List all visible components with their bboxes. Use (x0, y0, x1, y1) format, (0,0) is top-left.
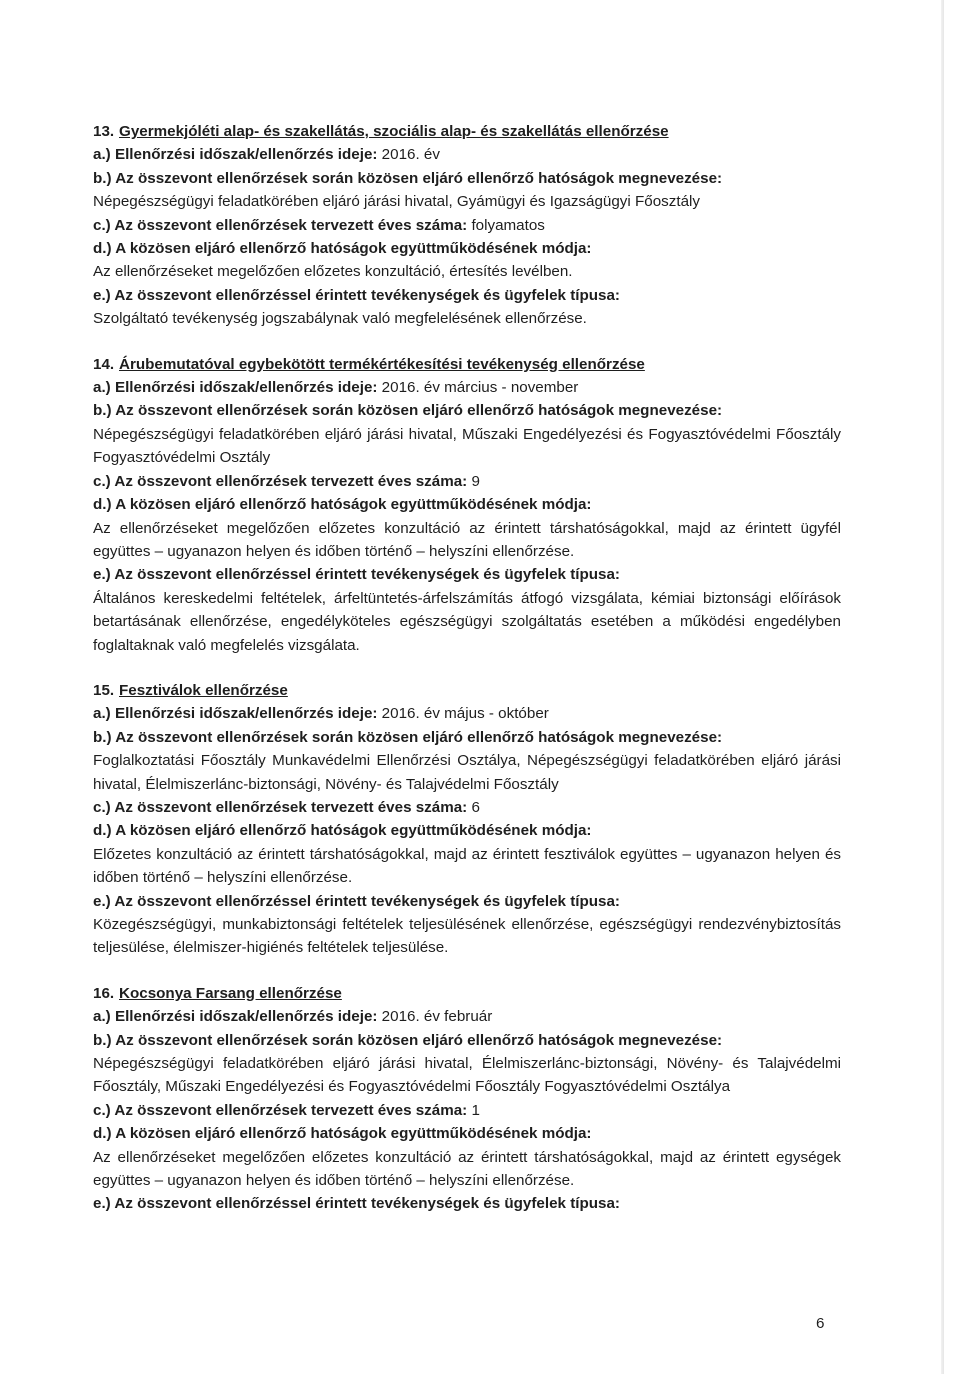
activities-label: e.) Az összevont ellenőrzéssel érintett tevékenységek és ügyfelek típusa: (93, 566, 620, 584)
activities-label: e.) Az összevont ellenőrzéssel érintett tevékenységek és ügyfelek típusa: (93, 892, 620, 910)
field-label: a.) Ellenőrzési időszak/ellenőrzés ideje: (93, 379, 378, 397)
section-title: Fesztiválok ellenőrzése (119, 681, 288, 699)
field-value: 6 (467, 798, 480, 816)
scan-edge (941, 0, 944, 1374)
activities-value: Szolgáltató tevékenység jogszabálynak való megfelelésének ellenőrzése. (93, 310, 587, 328)
field-label: c.) Az összevont ellenőrzések tervezett éves száma: (93, 798, 468, 816)
cooperation-label: d.) A közösen eljáró ellenőrző hatóságok együttműködésének módja: (93, 1125, 592, 1143)
authorities-label: b.) Az összevont ellenőrzések során közösen eljáró ellenőrző hatóságok megnevezése: (93, 169, 723, 187)
cooperation-value: Az ellenőrzéseket megelőzően előzetes konzultáció az érintett társhatóságokkal, majd az érintett egységek együttes – ugyanazon helyen és időben történő – helyszíni ellenőrzése. (93, 1148, 841, 1190)
planned-count (93, 1099, 841, 1122)
section-13 (93, 120, 841, 331)
authorities-value: Népegészségügyi feladatkörében eljáró járási hivatal, Gyámügyi és Igazságügyi Főosztály (93, 193, 700, 211)
field-value: 2016. év március - november (377, 379, 579, 397)
section-14 (93, 353, 841, 657)
section-number: 16. (93, 984, 115, 1002)
inspection-period (93, 1005, 841, 1028)
section-heading (93, 982, 841, 1005)
field-label: a.) Ellenőrzési időszak/ellenőrzés ideje: (93, 705, 378, 723)
field-value: 2016. év (377, 146, 440, 164)
cooperation-value: Előzetes konzultáció az érintett társhatóságokkal, majd az érintett fesztiválok együttes – ugyanazon helyen és időben történő – helyszíni ellenőrzése. (93, 845, 841, 887)
field-value: 2016. év február (377, 1008, 493, 1026)
field-label: c.) Az összevont ellenőrzések tervezett éves száma: (93, 216, 468, 234)
field-value: 1 (467, 1101, 480, 1119)
section-number: 13. (93, 123, 115, 140)
cooperation-label: d.) A közösen eljáró ellenőrző hatóságok együttműködésének módja: (93, 496, 592, 514)
section-number: 15. (93, 681, 115, 699)
authorities-value: Népegészségügyi feladatkörében eljáró járási hivatal, Élelmiszerlánc-biztonsági, Növény- és Talajvédelmi Főosztály, Műszaki Engedélyezési és Fogyasztóvédelmi Főosztály Fogyasztóvédelmi Osztálya (93, 1055, 841, 1096)
section-heading (93, 353, 841, 376)
inspection-period (93, 702, 841, 725)
field-value: folyamatos (467, 216, 545, 234)
section-16 (93, 982, 841, 1216)
section-title: Árubemutatóval egybekötött termékértékesítési tevékenység ellenőrzése (119, 355, 645, 373)
authorities-label: b.) Az összevont ellenőrzések során közösen eljáró ellenőrző hatóságok megnevezése: (93, 728, 723, 746)
field-label: c.) Az összevont ellenőrzések tervezett éves száma: (93, 1101, 468, 1119)
cooperation-value: Az ellenőrzéseket megelőzően előzetes konzultáció, értesítés levélben. (93, 263, 573, 281)
activities-label: e.) Az összevont ellenőrzéssel érintett tevékenységek és ügyfelek típusa: (93, 1195, 620, 1213)
planned-count (93, 214, 841, 237)
section-title: Gyermekjóléti alap- és szakellátás, szociális alap- és szakellátás ellenőrzése (119, 123, 669, 140)
cooperation-label: d.) A közösen eljáró ellenőrző hatóságok együttműködésének módja: (93, 822, 592, 840)
authorities-value: Foglalkoztatási Főosztály Munkavédelmi Ellenőrzési Osztálya, Népegészségügyi feladatkörében eljáró járási hivatal, Élelmiszerlánc-biztonsági, Növény- és Talajvédelmi Főosztály (93, 752, 841, 793)
section-15 (93, 679, 841, 960)
inspection-period (93, 143, 841, 166)
field-label: c.) Az összevont ellenőrzések tervezett éves száma: (93, 472, 468, 490)
authorities-label: b.) Az összevont ellenőrzések során közösen eljáró ellenőrző hatóságok megnevezése: (93, 402, 723, 420)
inspection-period (93, 376, 841, 399)
activities-label: e.) Az összevont ellenőrzéssel érintett tevékenységek és ügyfelek típusa: (93, 286, 620, 304)
section-heading (93, 679, 841, 702)
field-label: a.) Ellenőrzési időszak/ellenőrzés ideje: (93, 146, 378, 164)
authorities-value: Népegészségügyi feladatkörében eljáró járási hivatal, Műszaki Engedélyezési és Fogyasztóvédelmi Főosztály Fogyasztóvédelmi Osztály (93, 425, 841, 467)
cooperation-label: d.) A közösen eljáró ellenőrző hatóságok együttműködésének módja: (93, 240, 592, 258)
planned-count (93, 796, 841, 819)
field-value: 9 (467, 472, 480, 490)
document-body (93, 120, 841, 1216)
cooperation-value: Az ellenőrzéseket megelőzően előzetes konzultáció az érintett társhatóságokkal, majd az érintett ügyfél együttes – ugyanazon helyen és időben történő – helyszíni ellenőrzése. (93, 519, 841, 560)
section-heading (93, 120, 841, 143)
activities-value: Általános kereskedelmi feltételek, árfeltüntetés-árfelszámítás átfogó vizsgálata, kémiai biztonsági előírások betartásának ellenőrzése, engedélyköteles egészségügyi szolgáltatás esetében a működési engedélyben foglaltaknak való megfelelés vizsgálata. (93, 589, 841, 654)
page-number: 6 (816, 1315, 825, 1332)
planned-count (93, 470, 841, 493)
authorities-label: b.) Az összevont ellenőrzések során közösen eljáró ellenőrző hatóságok megnevezése: (93, 1031, 723, 1049)
field-value: 2016. év május - október (377, 705, 549, 723)
activities-value: Közegészségügyi, munkabiztonsági feltételek teljesülésének ellenőrzése, egészségügyi rendezvénybiztosítás teljesülése, élelmiszer-higiénés feltételek teljesülése. (93, 916, 841, 957)
field-label: a.) Ellenőrzési időszak/ellenőrzés ideje: (93, 1008, 378, 1026)
section-number: 14. (93, 355, 115, 373)
section-title: Kocsonya Farsang ellenőrzése (119, 984, 342, 1002)
